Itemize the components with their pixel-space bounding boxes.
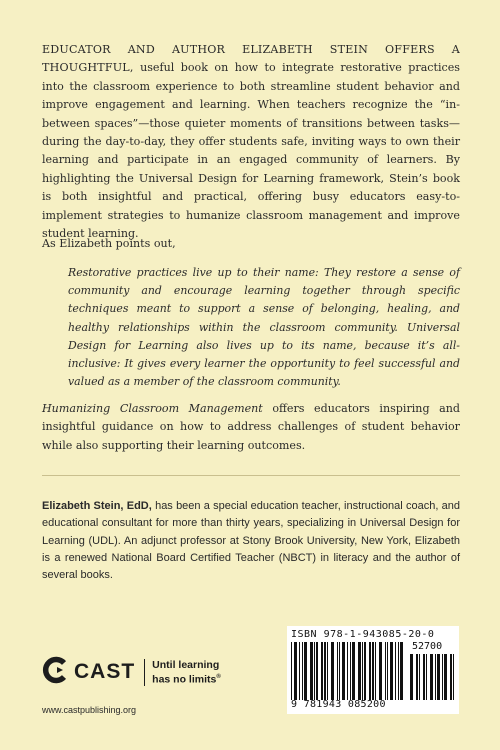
closing-text: offers educators inspiring and insightful guidance on how to address challenges of student behavior while also supporting their learning outcomes. [42,402,460,452]
publisher-website: www.castpublishing.org [42,705,137,715]
isbn-barcode [287,626,459,714]
barcode-bar [375,642,376,700]
logo-separator [144,659,145,686]
barcode-bar [369,642,371,700]
registered-mark: ® [216,673,221,680]
barcode-bar [410,654,413,700]
blurb-paragraph [42,41,460,243]
barcode-bar [352,642,355,700]
publisher-logo-word: CAST [74,660,136,683]
blurb-body: useful book on how to integrate restorative practices into the classroom experience to both streamline student behavior and improve engagement and learning. When teachers recognize the “in-between spaces”—those quieter moments of transitions between tasks—during the day-to-day, they offer students safe, inviting ways to own their learning and participate in an engaged community of learners. By highlighting the Universal Design for Learning framework, Stein’s book is both insightful and practical, offering busy educators easy-to-implement strategies to humanize classroom management and improve student learning. [42,61,460,241]
barcode-bar [342,642,345,700]
barcode-bar [358,642,361,700]
barcode-bar [294,642,297,700]
barcode-bar [437,654,440,700]
barcode-bar [331,642,334,700]
barcode-bar [400,642,403,700]
ean-digits: 9 781943 085200 [291,699,386,710]
quote-intro: As Elizabeth points out, [42,237,176,250]
blurb-lead-caps: EDUCATOR AND AUTHOR ELIZABETH STEIN OFFERS A THOUGHTFUL, [42,43,460,75]
addon-bars [410,654,455,700]
barcode-bar [416,654,418,700]
barcode-bar [304,642,307,700]
barcode-bar [423,654,425,700]
barcode-bar [314,642,315,700]
barcode-bar [426,654,427,700]
closing-paragraph [42,400,460,455]
barcode-bar [291,642,292,700]
barcode-bar [442,654,443,700]
barcode-bar [299,642,300,700]
ean-bars [291,642,405,700]
author-bio-text: has been a special education teacher, instructional coach, and educational consultant for more than thirty years, specializing in Universal Design for Learning (UDL). An adjunct professor at Stony Brook University, New York, Elizabeth is a renewed National Board Certified Teacher (NBCT) in literacy and the author of several books. [42,500,461,582]
tagline-line-2: has no limits [152,673,217,686]
barcode-bar [444,654,447,700]
barcode-bar [364,642,366,700]
divider-rule [42,475,460,476]
book-title-italic: Humanizing Classroom Management [42,402,263,415]
cast-mark-icon [42,656,70,689]
barcode-bar [310,642,313,700]
barcode-bar [419,654,420,700]
price-addon-digits: 52700 [412,641,443,652]
barcode-bar [347,642,348,700]
author-name: Elizabeth Stein, EdD, [42,500,152,512]
barcode-bar [398,642,399,700]
barcode-bar [302,642,303,700]
barcode-bar [321,642,323,700]
barcode-bar [362,642,363,700]
author-bio [42,498,460,584]
barcode-bar [316,642,318,700]
barcode-bar [339,642,340,700]
publisher-tagline [152,659,221,686]
publisher-logo [42,657,221,687]
barcode-bar [430,654,433,700]
barcode-bar [395,642,396,700]
barcode-bar [390,642,393,700]
barcode-bar [372,642,374,700]
barcode-bar [387,642,388,700]
barcode-bar [385,642,386,700]
barcode-bar [453,654,454,700]
isbn-number: ISBN 978-1-943085-20-0 [291,629,435,640]
barcode-bar [379,642,382,700]
barcode-bar [350,642,351,700]
barcode-bar [324,642,326,700]
block-quote: Restorative practices live up to their name: They restore a sense of community and encourage learning together through specific techniques meant to support a sense of belonging, healing, and healthy relationships within the classroom community. Universal Design for Learning also lives up to its name, because it’s all-inclusive: It gives every learner the opportunity to feel successful and valued as a member of the classroom community. [68,266,460,389]
barcode-bar [450,654,452,700]
tagline-line-1: Until learning [152,658,220,671]
barcode-bar [435,654,436,700]
barcode-bar [337,642,338,700]
barcode-bar [327,642,328,700]
